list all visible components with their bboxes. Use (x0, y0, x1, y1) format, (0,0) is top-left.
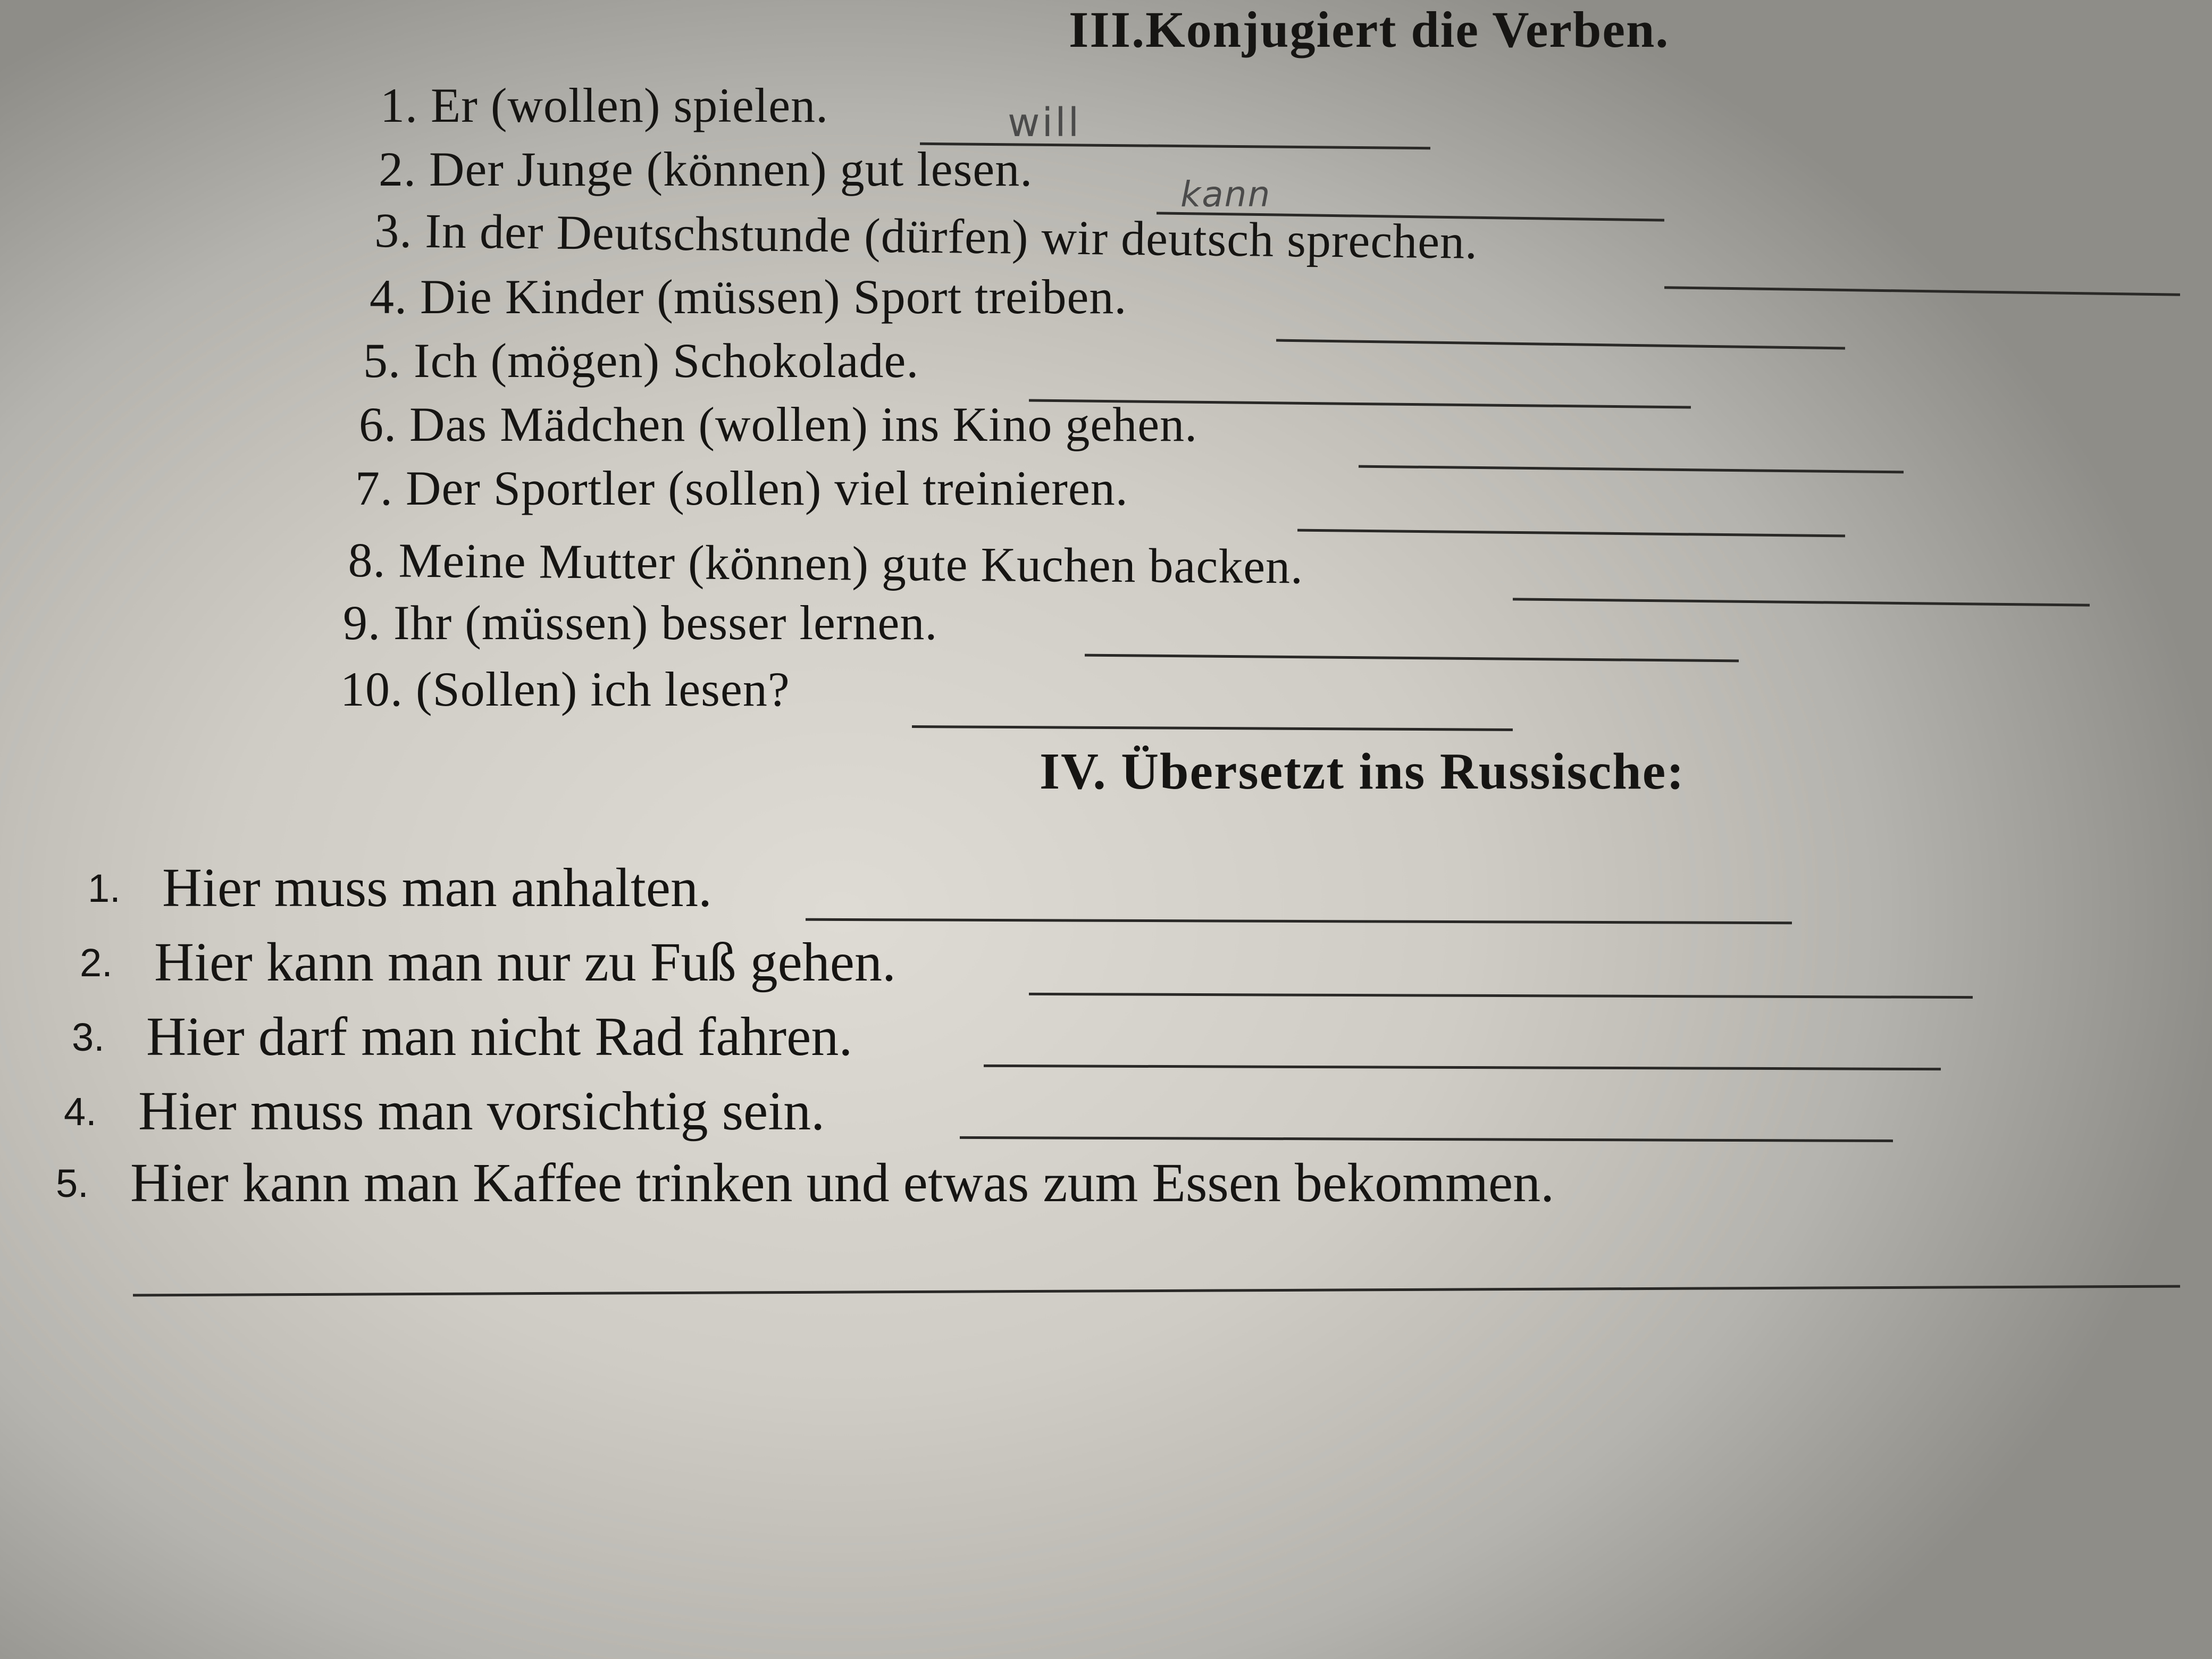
answer-line-3-4[interactable] (1276, 339, 1845, 350)
section-4-item-3-text: Hier darf man nicht Rad fahren. (146, 1006, 853, 1067)
answer-line-3-10[interactable] (912, 725, 1513, 731)
section-3-item-5: 5. Ich (mögen) Schokolade. (363, 333, 919, 388)
section-3-title: III.Konjugiert die Verben. (1069, 1, 1670, 58)
answer-line-3-8[interactable] (1513, 598, 2090, 606)
answer-line-3-7[interactable] (1297, 529, 1845, 538)
answer-line-4-2[interactable] (1029, 993, 1973, 999)
section-4-item-3 (72, 1005, 852, 1068)
section-4-item-5-text: Hier kann man Kaffee trinken und etwas zum Essen bekommen. (130, 1152, 1555, 1213)
answer-line-3-3[interactable] (1664, 286, 2180, 296)
section-3-item-10: 10. (Sollen) ich lesen? (340, 662, 790, 716)
answer-line-4-1[interactable] (806, 918, 1792, 924)
item-number: 5. (56, 1161, 89, 1205)
section-4-item-4-text: Hier muss man vorsichtig sein. (138, 1080, 825, 1142)
answer-line-4-4[interactable] (960, 1136, 1893, 1142)
section-3-item-7: 7. Der Sportler (sollen) viel treinieren. (355, 461, 1128, 515)
item-number: 2. (80, 941, 113, 985)
handwritten-answer-2: kann (1180, 174, 1271, 215)
answer-line-3-9[interactable] (1085, 654, 1739, 663)
section-4-item-1 (88, 856, 712, 919)
item-number: 4. (64, 1090, 97, 1134)
item-number: 1. (88, 866, 121, 910)
section-3-item-3: 3. In der Deutschstunde (dürfen) wir deutsch sprechen. (374, 203, 1478, 269)
section-3-item-6: 6. Das Mädchen (wollen) ins Kino gehen. (359, 397, 1198, 451)
answer-line-3-6[interactable] (1359, 465, 1904, 474)
section-3-item-8: 8. Meine Mutter (können) gute Kuchen backen. (348, 532, 1304, 594)
section-4-item-1-text: Hier muss man anhalten. (162, 857, 712, 918)
section-4-item-2-text: Hier kann man nur zu Fuß gehen. (154, 932, 896, 993)
section-4-item-4 (64, 1079, 825, 1143)
section-3-item-1: 1. Er (wollen) spielen. (380, 78, 829, 132)
section-3-item-9: 9. Ihr (müssen) besser lernen. (343, 596, 938, 650)
section-4-title: IV. Übersetzt ins Russische: (1040, 743, 1685, 800)
answer-line-4-3[interactable] (984, 1065, 1941, 1070)
item-number: 3. (72, 1015, 105, 1059)
answer-line-4-5[interactable] (133, 1285, 2180, 1297)
section-3-item-4: 4. Die Kinder (müssen) Sport treiben. (370, 270, 1127, 324)
section-4-item-2 (80, 931, 896, 994)
section-4-item-5 (56, 1151, 1554, 1214)
section-3-item-2: 2. Der Junge (können) gut lesen. (379, 142, 1033, 196)
handwritten-answer-1: will (1008, 100, 1082, 146)
